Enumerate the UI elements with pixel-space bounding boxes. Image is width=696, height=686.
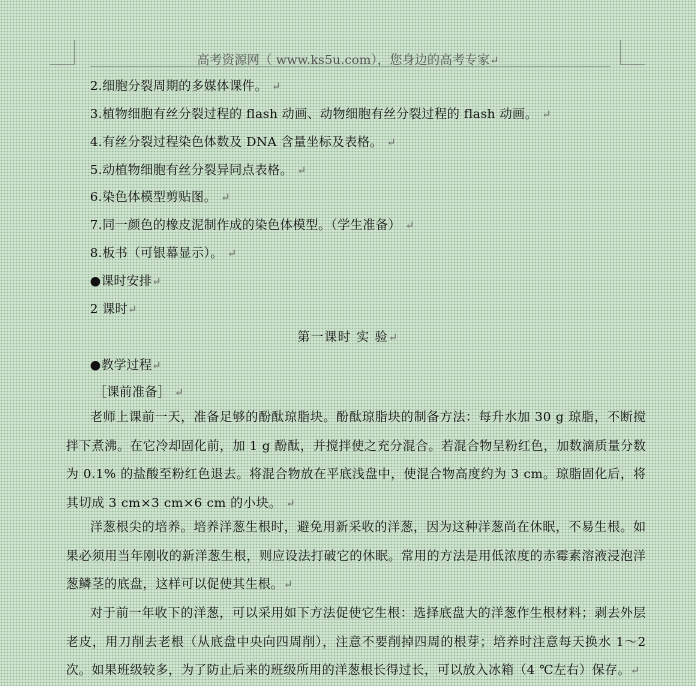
list-item: 4.有丝分裂过程染色体数及 DNA 含量坐标及表格。 ↵ — [90, 134, 397, 149]
prep-heading: ［课前准备］ ↵ — [94, 384, 184, 399]
paragraph-onion-culture: 洋葱根尖的培养。培养洋葱生根时，避免用新采收的洋葱，因为这种洋葱尚在休眠，不易生根。如果必须用当年刚收的新洋葱生根，则应设法打破它的休眠。常用的方法是用低浓度的赤霉素溶液浸泡洋葱鳞茎的底盘，这样可以促使其生根。↵ — [66, 519, 646, 592]
list-item: 3.植物细胞有丝分裂过程的 flash 动画、动物细胞有丝分裂过程的 flash 动画。 ↵ — [90, 106, 552, 121]
list-item: 7.同一颜色的橡皮泥制作成的染色体模型。（学生准备） ↵ — [90, 217, 415, 232]
header-text: 高考资源网（ www.ks5u.com），您身边的高考专家 — [197, 52, 490, 67]
process-heading: ●教学过程↵ — [90, 357, 162, 372]
paragraph-onion-method: 对于前一年收下的洋葱，可以采用如下方法促使它生根：选择底盘大的洋葱作生根材料；剥去外层老皮，用刀削去老根（从底盘中央向四周削），注意不要削掉四周的根芽；培养时注意每天换水 1～2 次。如果班级较多，为了防止后来的班级所用的洋葱根长得过长，可以放入冰箱（4 ℃左右）保存。↵ — [66, 605, 646, 678]
list-item: 8.板书（可银幕显示）。 ↵ — [90, 245, 237, 260]
section-heading: ●课时安排↵ — [90, 273, 162, 288]
paragraph-agar: 老师上课前一天，准备足够的酚酞琼脂块。酚酞琼脂块的制备方法：每升水加 30 g 琼脂，不断搅拌下煮沸。在它冷却固化前，加 1 g 酚酞，并搅拌使之充分混合。若混合物呈粉红色，加数滴质量分数为 0.1% 的盐酸至粉红色退去。将混合物放在平底浅盘中，使混合物高度约为 3 cm。琼脂固化后，将其切成 3 cm×3 cm×6 cm 的小块。 ↵ — [66, 409, 646, 510]
paragraph-mark: ↵ — [489, 54, 499, 67]
list-item: 6.染色体模型剪贴图。 ↵ — [90, 189, 231, 204]
section-title: 第一课时 实 验↵ — [297, 329, 399, 344]
list-item: 2 课时↵ — [90, 301, 138, 316]
list-item: 2.细胞分裂周期的多媒体课件。 ↵ — [90, 78, 282, 93]
header-rule — [90, 66, 610, 67]
list-item: 5.动植物细胞有丝分裂异同点表格。 ↵ — [90, 162, 307, 177]
